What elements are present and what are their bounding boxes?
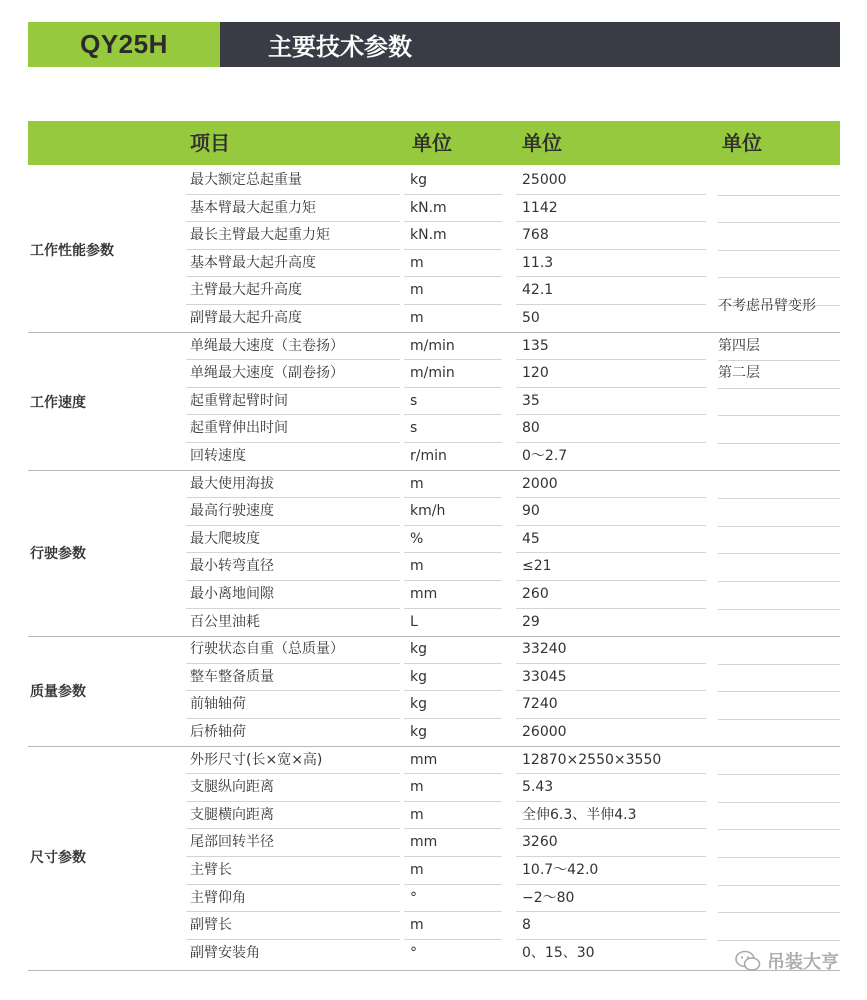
- table-row: [28, 774, 840, 802]
- table-row: [28, 443, 840, 471]
- param-unit: m: [404, 774, 502, 802]
- param-note: [718, 829, 840, 858]
- merged-note: 不考虑吊臂变形: [718, 298, 816, 315]
- table-row: [28, 664, 840, 692]
- param-note: [718, 388, 840, 417]
- param-name: 尾部回转半径: [186, 829, 400, 857]
- table-row: [28, 471, 840, 499]
- param-unit: km/h: [404, 498, 502, 526]
- param-value: 33240: [516, 636, 706, 664]
- param-value: 7240: [516, 691, 706, 719]
- param-unit: kg: [410, 724, 427, 740]
- param-value: ≤21: [516, 553, 706, 581]
- param-value: 42.1: [516, 277, 706, 305]
- table-row: [28, 553, 840, 581]
- param-note: [718, 498, 840, 527]
- param-name: 起重臂起臂时间: [186, 388, 400, 416]
- param-value: 全伸6.3、半伸4.3: [516, 802, 706, 830]
- table-row: [28, 498, 840, 526]
- param-unit: mm: [404, 747, 502, 775]
- param-unit: m: [410, 310, 424, 326]
- param-value: 29: [522, 613, 540, 630]
- table-row: [28, 195, 840, 223]
- param-unit: m: [404, 471, 502, 499]
- table-row: [28, 719, 840, 747]
- param-value: 0～2.7: [522, 448, 568, 464]
- param-note: [718, 719, 840, 747]
- table-row: [28, 526, 840, 554]
- param-name: 副臂长: [186, 912, 400, 940]
- param-value: 135: [516, 333, 706, 361]
- title-banner: [28, 22, 840, 67]
- table-row: [28, 802, 840, 830]
- page-title: 主要技术参数: [220, 22, 840, 67]
- param-value: 50: [522, 310, 540, 326]
- param-note: [718, 664, 840, 693]
- param-name: 主臂最大起升高度: [186, 277, 400, 305]
- param-value: 768: [516, 222, 706, 250]
- param-name: 最大额定总起重量: [186, 167, 400, 195]
- wechat-icon: [735, 950, 761, 972]
- param-note: [718, 609, 840, 637]
- param-name: 外形尺寸(长×宽×高): [186, 747, 400, 775]
- param-value: 260: [516, 581, 706, 609]
- param-note: [718, 802, 840, 831]
- param-name: 回转速度: [190, 448, 246, 464]
- param-unit: kN.m: [404, 222, 502, 250]
- param-value: 35: [516, 388, 706, 416]
- param-note: [718, 250, 840, 279]
- param-note: [718, 774, 840, 803]
- param-name: 主臂仰角: [186, 885, 400, 913]
- param-note: [718, 912, 840, 941]
- watermark-text: 吊装大亨: [767, 952, 839, 973]
- param-unit: mm: [404, 829, 502, 857]
- param-unit: m: [404, 553, 502, 581]
- param-value: 90: [516, 498, 706, 526]
- param-unit: kg: [404, 691, 502, 719]
- param-name: 支腿纵向距离: [186, 774, 400, 802]
- table-row: [28, 333, 840, 361]
- param-note: [718, 471, 840, 500]
- param-note: [718, 885, 840, 914]
- param-name: 最长主臂最大起重力矩: [186, 222, 400, 250]
- table-row: [28, 829, 840, 857]
- table-row: [28, 388, 840, 416]
- param-name: 最大使用海拔: [186, 471, 400, 499]
- param-note: [718, 415, 840, 444]
- param-unit: s: [404, 388, 502, 416]
- group-label: 工作速度: [30, 394, 86, 411]
- param-name: 基本臂最大起升高度: [186, 250, 400, 278]
- param-unit: r/min: [410, 448, 447, 464]
- table-row: [28, 222, 840, 250]
- param-unit: m/min: [404, 333, 502, 361]
- param-value: 0、15、30: [522, 944, 595, 961]
- param-name: 行驶状态自重（总质量）: [186, 636, 400, 664]
- param-value: 33045: [516, 664, 706, 692]
- table-row: [28, 940, 840, 968]
- param-name: 整车整备质量: [186, 664, 400, 692]
- param-value: 2000: [516, 471, 706, 499]
- param-name: 主臂长: [186, 857, 400, 885]
- table-row: [28, 747, 840, 775]
- param-value: 80: [516, 415, 706, 443]
- param-unit: kg: [404, 636, 502, 664]
- param-unit: %: [404, 526, 502, 554]
- param-value: −2～80: [516, 885, 706, 913]
- table-row: [28, 857, 840, 885]
- table-row: [28, 250, 840, 278]
- param-name: 前轴轴荷: [186, 691, 400, 719]
- param-name: 最高行驶速度: [186, 498, 400, 526]
- model-name: QY25H: [28, 22, 220, 67]
- param-note: 第四层: [718, 333, 840, 362]
- param-value: 10.7～42.0: [516, 857, 706, 885]
- param-name: 基本臂最大起重力矩: [186, 195, 400, 223]
- watermark: [735, 948, 839, 974]
- group-label: 尺寸参数: [30, 850, 86, 866]
- header-item: 项目: [190, 131, 230, 155]
- param-name: 百公里油耗: [190, 613, 260, 630]
- param-note: [718, 526, 840, 555]
- param-unit: mm: [404, 581, 502, 609]
- table-header: [28, 121, 840, 165]
- param-note: [718, 553, 840, 582]
- header-unit: 单位: [412, 131, 452, 155]
- param-name: 最小离地间隙: [186, 581, 400, 609]
- param-unit: m: [404, 802, 502, 830]
- param-name: 最大爬坡度: [186, 526, 400, 554]
- param-value: 26000: [522, 724, 567, 740]
- param-unit: °: [404, 885, 502, 913]
- table-bottom-border: [28, 970, 840, 971]
- param-unit: m: [404, 277, 502, 305]
- table-row: [28, 912, 840, 940]
- param-name: 副臂最大起升高度: [190, 310, 302, 326]
- param-value: 12870×2550×3550: [516, 747, 706, 775]
- param-note: 第二层: [718, 360, 840, 389]
- param-name: 后桥轴荷: [190, 724, 246, 740]
- param-unit: °: [410, 944, 417, 961]
- param-unit: m/min: [404, 360, 502, 388]
- param-note: [718, 443, 840, 471]
- param-unit: s: [404, 415, 502, 443]
- group-label: 工作性能参数: [30, 242, 114, 259]
- param-note: [718, 222, 840, 251]
- param-note: [718, 747, 840, 776]
- param-value: 1142: [516, 195, 706, 223]
- param-note: [718, 195, 840, 224]
- table-row: [28, 636, 840, 664]
- param-unit: kg: [404, 664, 502, 692]
- param-note: [718, 581, 840, 610]
- param-value: 25000: [516, 167, 706, 195]
- param-note: [718, 167, 840, 196]
- param-name: 单绳最大速度（副卷扬）: [186, 360, 400, 388]
- table-row: [28, 167, 840, 195]
- param-value: 3260: [516, 829, 706, 857]
- param-name: 最小转弯直径: [186, 553, 400, 581]
- param-note: [718, 636, 840, 665]
- param-note: [718, 857, 840, 886]
- param-note: [718, 691, 840, 720]
- table-row: [28, 885, 840, 913]
- param-unit: kg: [404, 167, 502, 195]
- table-row: [28, 581, 840, 609]
- table-row: [28, 415, 840, 443]
- param-name: 副臂安装角: [190, 944, 260, 961]
- param-unit: m: [404, 250, 502, 278]
- table-row: [28, 691, 840, 719]
- param-unit: m: [404, 912, 502, 940]
- table-row: [28, 360, 840, 388]
- param-name: 起重臂伸出时间: [186, 415, 400, 443]
- param-unit: m: [404, 857, 502, 885]
- param-value: 45: [516, 526, 706, 554]
- param-value: 11.3: [516, 250, 706, 278]
- header-note: 单位: [722, 131, 762, 155]
- param-value: 5.43: [516, 774, 706, 802]
- param-name: 支腿横向距离: [186, 802, 400, 830]
- param-value: 120: [516, 360, 706, 388]
- param-name: 单绳最大速度（主卷扬）: [186, 333, 400, 361]
- param-unit: kN.m: [404, 195, 502, 223]
- group-label: 质量参数: [30, 684, 86, 701]
- table-row: [28, 609, 840, 637]
- param-value: 8: [516, 912, 706, 940]
- group-label: 行驶参数: [30, 546, 86, 563]
- header-value: 单位: [522, 131, 562, 155]
- param-unit: L: [410, 613, 418, 630]
